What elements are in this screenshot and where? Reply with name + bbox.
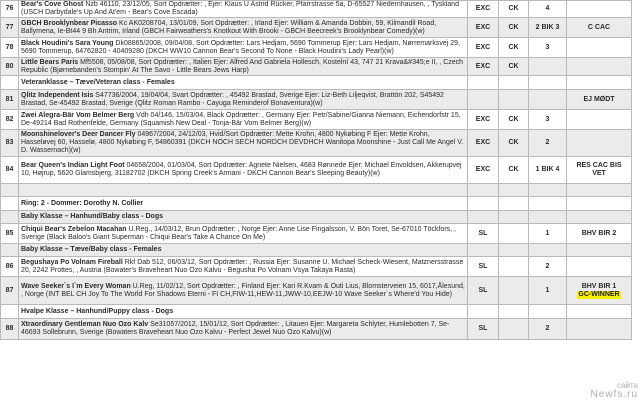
ck-mark xyxy=(499,319,529,340)
table-row xyxy=(1,257,632,277)
entry-cell xyxy=(19,157,468,184)
dog-name: Zwei Alegra-Bär Vom Belmer Berg xyxy=(21,111,135,119)
award: RES CAC BIS VET xyxy=(576,162,622,177)
entry-cell xyxy=(19,18,468,38)
dog-details: Mf5508, 05/08/08, Sort Opdrætter: , Italien Ejer: Alfred And Gabriela Hollesch, Kostelní 43, 747 21 Krava&#345;e II, , Czech Republic (Bjørnebanden's Stompin' At The Savo - Little Bears Jews Harp) xyxy=(21,58,464,74)
dog-details: Se31057/2012, 15/01/12, Sort Opdrætter: , Litauen Ejer: Margareta Schlyter, Humlebotten 7, Se-46693 Sollebrunn, Sverige (Bowaters Braveheart Nuo Ozo Kalvu - Perfect Jewel Nuo Ozo Kalvu)(w) xyxy=(21,321,450,336)
quality-grade: EXC xyxy=(468,1,499,18)
table-row xyxy=(1,277,632,305)
entry-cell xyxy=(19,110,468,130)
ck-mark xyxy=(499,257,529,277)
quality-grade: SL xyxy=(468,224,499,244)
quality-grade xyxy=(468,90,499,110)
award-cell xyxy=(567,90,632,110)
entry-cell xyxy=(19,224,468,244)
placement: 3 xyxy=(529,38,567,58)
empty-number-cell xyxy=(1,211,19,224)
results-table-body xyxy=(1,1,632,340)
entry-number: 88 xyxy=(1,319,19,340)
award: BHV BIR 2 xyxy=(581,229,617,237)
award-cell xyxy=(567,130,632,157)
award-cell xyxy=(567,224,632,244)
table-row xyxy=(1,38,632,58)
table-row xyxy=(1,130,632,157)
award-cell xyxy=(567,319,632,340)
award-cell xyxy=(567,38,632,58)
table-row xyxy=(1,18,632,38)
quality-grade: SL xyxy=(468,277,499,305)
entry-number: 83 xyxy=(1,130,19,157)
placement: 2 xyxy=(529,319,567,340)
class-header-row xyxy=(1,244,632,257)
class-header-row xyxy=(1,211,632,224)
table-row xyxy=(1,110,632,130)
entry-cell xyxy=(19,1,468,18)
ck-mark: CK xyxy=(499,1,529,18)
entry-number: 80 xyxy=(1,58,19,76)
empty-number-cell xyxy=(1,197,19,211)
entry-cell xyxy=(19,38,468,58)
quality-grade: SL xyxy=(468,257,499,277)
ring-header: Ring: 2 - Dommer: Dorothy N. Collier xyxy=(19,197,468,211)
class-header: Hvalpe Klasse – Hanhund/Puppy class - Dogs xyxy=(19,305,468,319)
table-row xyxy=(1,224,632,244)
dog-details: 04967/2004, 24/12/03, Hvid/Sort Opdrætter: Mette Krohn, 4800 Nykøbing F Ejer: Mette Krohn, Hasseløvej 60, Hasselø, 4800 Nykøbing F, 54860391 (DKCH NOCH SECH NORDCH DEVDHCH Wanitopa Moonshine - Just Call Me Angel V. D. Wassernach)(w) xyxy=(21,131,464,154)
ck-mark: CK xyxy=(499,58,529,76)
empty-number-cell xyxy=(1,305,19,319)
entry-number: 86 xyxy=(1,257,19,277)
quality-grade: EXC xyxy=(468,130,499,157)
class-header-row xyxy=(1,76,632,90)
ck-mark xyxy=(499,277,529,305)
dog-details: Vdh 04/146, 15/03/04, Black Opdrætter: , Germany Ejer: Petr/Sabine/Gianna Niemann, Eichendorfstr 15, De-49214 Bad Rothenfelde, Germany (Squamish New Deal - Tonja-Bär Vom Belmer Berg)(w) xyxy=(21,111,461,127)
entry-cell xyxy=(19,257,468,277)
quality-grade: EXC xyxy=(468,38,499,58)
award: BHV BIR 1 xyxy=(581,282,617,290)
table-row xyxy=(1,157,632,184)
empty-number-cell xyxy=(1,76,19,90)
entry-number: 82 xyxy=(1,110,19,130)
dog-name: Little Bears Paris xyxy=(21,58,79,66)
quality-grade: EXC xyxy=(468,58,499,76)
placement xyxy=(529,58,567,76)
dog-name: Wave Seeker`s I`m Every Woman xyxy=(21,282,131,290)
entry-number: 84 xyxy=(1,157,19,184)
winner-badge: GC-WINNER xyxy=(578,290,620,298)
placement xyxy=(529,90,567,110)
dog-details: S47736/2004, 19/04/04, Svart Opdrætter: , 45492 Brastad, Sverige Ejer: Liz-Beth Liljeqvist, Brattön 202, S45492 Brastad, Se-45492 Brastad, Sverige (Qlitz Roman Rambo - Cayuga Reminderof Bonaventura)(w) xyxy=(21,91,444,107)
entry-cell xyxy=(19,277,468,305)
award-cell xyxy=(567,58,632,76)
ck-mark: CK xyxy=(499,18,529,38)
placement: 2 BIK 3 xyxy=(529,18,567,38)
watermark-line-2: Newfs.ru xyxy=(590,389,638,400)
table-row xyxy=(1,1,632,18)
ck-mark: CK xyxy=(499,38,529,58)
entry-number: 87 xyxy=(1,277,19,305)
quality-grade: SL xyxy=(468,319,499,340)
entry-cell xyxy=(19,130,468,157)
award-cell xyxy=(567,1,632,18)
class-header: Baby Klasse – Tæve/Baby class - Females xyxy=(19,244,468,257)
ck-mark xyxy=(499,90,529,110)
dog-details: Rkf Dab 512, 06/03/12, Sort Opdrætter: , Russia Ejer: Susanne U. Michael Scheck-Wiesent, Matznersstrasse 20, 2242 Prottes, , Austria (Bowater's Braveheart Nuo Ozo Kalvu - Begusha Po Volnam Vsya Takaya Rasta) xyxy=(21,258,464,274)
dog-details: Dk08865/2008, 09/04/08, Sort Opdrætter: Lars Hedjam, 5690 Tommerup Ejer: Lars Hedjam, Nørremarksvej 29, 5690 Tommerup, 64762820 - 40409280 (DKCH WW10 Cannon Bear's Second To None - Black Houdini's Lady Pearl)(w) xyxy=(21,39,460,55)
dog-name: Bear Queen's Indian Light Foot xyxy=(21,162,125,169)
quality-grade: EXC xyxy=(468,110,499,130)
ck-mark: CK xyxy=(499,157,529,184)
table-row xyxy=(1,58,632,76)
entry-number: 76 xyxy=(1,1,19,18)
dog-details: 04658/2004, 01/03/04, Sort Opdrætter: Agnete Nielsen, 4683 Rønnede Ejer: Michael Envoldsen, Akkerupvej 10, Højrup, 5620 Glamsbjerg, 31182702 (DKCH Spring Creek's Armani - DKCH Cannon Bear's Sleeping Beauty)(w) xyxy=(21,162,462,177)
dog-details: U.Reg, 11/02/12, Sort Opdrætter: , Finland Ejer: Kari R.Kvam & Outi Lius, Blomsterveien 15, 6017,Ålesund, , Norge (INT BEL CH Joy To The World For Shadows Eterni - FI CH,FIW-11,HEW-11,JWW-10,EEJW-10 Wave Seeker`s Where'd You Hide) xyxy=(21,282,465,298)
entry-number: 77 xyxy=(1,18,19,38)
table-row xyxy=(1,90,632,110)
dog-details: U.Reg., 14/03/12, Brun Opdrætter: , Norge Ejer: Anne Lise Fingalsson, V. Bön Toret, Se-67010 Töckfors, , Sverige (Black Baloo's Giant Superman - Chiqui Bear's Take A Chance On Me) xyxy=(21,225,456,241)
quality-grade: EXC xyxy=(468,157,499,184)
entry-cell xyxy=(19,319,468,340)
blank-row xyxy=(1,184,632,197)
award: C CAC xyxy=(587,23,611,31)
ck-mark xyxy=(499,224,529,244)
table-row xyxy=(1,319,632,340)
site-watermark xyxy=(591,381,638,399)
placement: 2 xyxy=(529,130,567,157)
entry-cell xyxy=(19,90,468,110)
dog-details: Kc AK0208704, 13/01/09, Sort Opdrætter: , Irland Ejer: William & Amanda Dobbin, 59, Kilmandil Road, Ballymena, Ie-Bt44 9 Bh Antrim, Irland (GBCH Fairweathers's Knotkout With Brooki - GBCH Beecreek's Brooklynbear Comedy)(w) xyxy=(21,19,437,35)
placement: 2 xyxy=(529,257,567,277)
class-header: Baby Klasse – Hanhund/Baby class - Dogs xyxy=(19,211,468,224)
dog-name: Black Houdini's Sara Young xyxy=(21,39,114,47)
dog-name: Xtraordinary Gentleman Nuo Ozo Kalv xyxy=(21,321,149,328)
class-header-row xyxy=(1,305,632,319)
placement: 1 xyxy=(529,224,567,244)
ck-mark: CK xyxy=(499,130,529,157)
award-cell xyxy=(567,110,632,130)
award-cell xyxy=(567,277,632,305)
entry-number: 81 xyxy=(1,90,19,110)
dog-name: GBCH Brooklynbear Picasso xyxy=(21,19,118,27)
placement: 1 xyxy=(529,277,567,305)
dog-name: Qlitz Independent Isis xyxy=(21,91,94,99)
award-cell xyxy=(567,18,632,38)
placement: 3 xyxy=(529,110,567,130)
placement: 1 BIK 4 xyxy=(529,157,567,184)
dog-details: Nzb 46110, 23/12/05, Sort Opdrætter: , Ejer: Klaus U Astrid Rücker, Pfarrstrasse 5a, D-65527 Niedernhausen, , Tyskland (USCH Darbydale's Up And At'em - Bear's Cove Escada) xyxy=(21,1,459,16)
dog-name: Bear's Cove Ghost xyxy=(21,1,84,8)
placement: 4 xyxy=(529,1,567,18)
award: EJ MØDT xyxy=(583,95,615,103)
award-cell xyxy=(567,157,632,184)
entry-number: 85 xyxy=(1,224,19,244)
dog-name: Begushaya Po Volnam Fireball xyxy=(21,258,123,266)
award-cell xyxy=(567,257,632,277)
ck-mark: CK xyxy=(499,110,529,130)
entry-cell xyxy=(19,58,468,76)
empty-number-cell xyxy=(1,244,19,257)
dog-name: Moonshinelover's Deer Dancer Fly xyxy=(21,131,136,138)
entry-number: 78 xyxy=(1,38,19,58)
watermark-line-1: сайта xyxy=(617,381,638,390)
class-header: Veteranklasse – Tæve/Veteran class - Females xyxy=(19,76,468,90)
ring-header-row xyxy=(1,197,632,211)
quality-grade: EXC xyxy=(468,18,499,38)
dog-name: Chiqui Bear's Zebelon Macahan xyxy=(21,225,127,233)
